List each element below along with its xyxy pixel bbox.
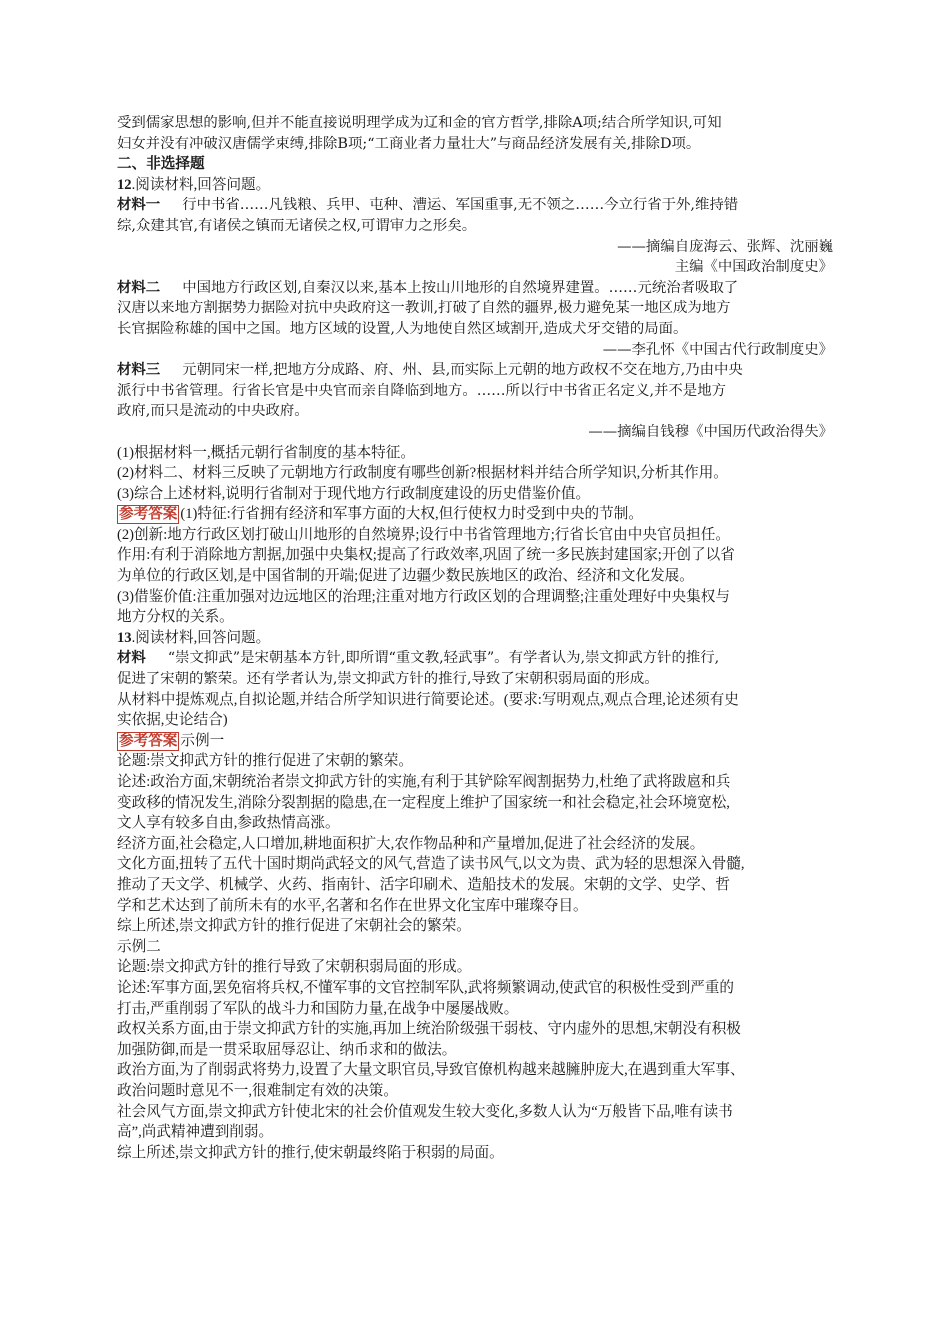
material-line: 材料 “崇文抑武”是宋朝基本方针,即所谓“重文教,轻武事”。有学者认为,崇文抑武方针的推行, — [117, 649, 720, 667]
material-line: 材料一 行中书省……凡钱粮、兵甲、屯种、漕运、军国重事,无不领之……今立行省于外,维持错 — [117, 196, 739, 214]
question-number: 12 — [117, 176, 132, 193]
question-prompt: .阅读材料,回答问题。 — [131, 629, 271, 646]
answer-line: 综上所述,崇文抑武方针的推行促进了宋朝社会的繁荣。 — [117, 918, 471, 935]
sub-question: (3)综合上述材料,说明行省制对于现代地方行政制度建设的历史借鉴价值。 — [117, 485, 591, 502]
intro-line: 妇女并没有冲破汉唐儒学束缚,排除B项;“工商业者力量壮大”与商品经济发展有关,排除D项。 — [117, 135, 701, 152]
sub-question: (1)根据材料一,概括元朝行省制度的基本特征。 — [117, 444, 415, 461]
material-source: 主编《中国政治制度史》 — [674, 259, 833, 276]
material-line: 材料二 中国地方行政区划,自秦汉以来,基本上按山川地形的自然境界建置。……元统治者吸取了 — [117, 278, 739, 296]
question-number: 13 — [117, 629, 132, 646]
intro-line: 受到儒家思想的影响,但并不能直接说明理学成为辽和金的官方哲学,排除A项;结合所学知识,可知 — [117, 115, 722, 131]
question-prompt: .阅读材料,回答问题。 — [131, 176, 271, 193]
material-source: ——摘编自钱穆《中国历代政治得失》 — [588, 423, 833, 440]
answer-line: 打击,严重削弱了军队的战斗力和国防力量,在战争中屡屡战败。 — [117, 1000, 519, 1017]
answer-line: (3)借鉴价值:注重加强对边远地区的治理;注重对地方行政区划的合理调整;注重处理好中央集权与 — [117, 588, 730, 605]
answer-line: 论题:崇文抑武方针的推行促进了宋朝的繁荣。 — [117, 753, 413, 770]
answer-line: 文化方面,扭转了五代十国时期尚武轻文的风气,营造了读书风气,以文为贵、武为轻的思想深入骨髓, — [117, 856, 745, 873]
answer-line: 论述:军事方面,罢免宿将兵权,不懂军事的文官控制军队,武将频繁调动,使武官的积极性受到严重的 — [117, 979, 734, 996]
question-12-heading — [117, 175, 833, 196]
answer-tag: 参考答案 — [119, 506, 178, 523]
answer-line: 经济方面,社会稳定,人口增加,耕地面积扩大,农作物品种和产量增加,促进了社会经济的发展。 — [117, 835, 705, 852]
material-line: 综,众建其官,有诸侯之镇而无诸侯之权,可谓审力之形矣。 — [117, 217, 477, 234]
answer-line: 政权关系方面,由于崇文抑武方针的实施,再加上统治阶级强干弱枝、守内虚外的思想,宋朝没有积极 — [117, 1021, 741, 1038]
material-line: 促进了宋朝的繁荣。还有学者认为,崇文抑武方针的推行,导致了宋朝积弱局面的形成。 — [117, 671, 659, 688]
answer-line: 地方分权的关系。 — [117, 609, 234, 626]
material-label: 材料一 — [117, 196, 161, 214]
material-line: 长官据险称雄的国中之国。地方区域的设置,人为地使自然区域割开,造成犬牙交错的局面。 — [117, 320, 688, 337]
answer-line: 参考答案 示例一 — [119, 732, 225, 749]
sub-question: (2)材料二、材料三反映了元朝地方行政制度有哪些创新?根据材料并结合所学知识,分析其作用。 — [117, 465, 728, 482]
material-label: 材料三 — [117, 361, 161, 379]
answer-line: 论题:崇文抑武方针的推行导致了宋朝积弱局面的形成。 — [117, 959, 472, 976]
answer-line: 推动了天文学、机械学、火药、指南针、活字印刷术、造船技术的发展。宋朝的文学、史学、哲 — [117, 876, 730, 893]
answer-line: 论述:政治方面,宋朝统治者崇文抑武方针的实施,有利于其铲除军阀割据势力,杜绝了武将跋扈和兵 — [117, 774, 731, 790]
material-label: 材料二 — [117, 278, 161, 296]
answer-line: 综上所述,崇文抑武方针的推行,使宋朝最终陷于积弱的局面。 — [117, 1144, 504, 1161]
answer-line: 高”,尚武精神遭到削弱。 — [117, 1124, 274, 1141]
answer-line: 变政移的情况发生,消除分裂割据的隐患,在一定程度上维护了国家统一和社会稳定,社会环境宽松, — [117, 794, 730, 811]
material-line: 派行中书省管理。行省长官是中央官而亲自降临到地方。……所以行中书省正名定义,并不是地方 — [117, 382, 726, 399]
answer-line: 参考答案 (1)特征:行省拥有经济和军事方面的大权,但行使权力时受到中央的节制。 — [119, 506, 643, 523]
answer-line: 为单位的行政区划,是中国省制的开端;促进了边疆少数民族地区的政治、经济和文化发展。 — [117, 568, 694, 585]
answer-line: 学和艺术达到了前所未有的水平,名著和名作在世界文化宝库中璀璨夺目。 — [117, 897, 588, 914]
answer-line: (2)创新:地方行政区划打破山川地形的自然境界;设行中书省管理地方;行省长官由中央官员担任。 — [117, 526, 730, 543]
task-line: 实依据,史论结合) — [117, 712, 228, 729]
material-line: 汉唐以来地方割据势力据险对抗中央政府这一教训,打破了自然的疆界,极力避免某一地区成为地方 — [117, 300, 731, 317]
answer-line: 作用:有利于消除地方割据,加强中央集权;提高了行政效率,巩固了统一多民族封建国家;开创了以省 — [117, 547, 735, 564]
section-title: 二、非选择题 — [117, 156, 205, 173]
answer-line: 文人享有较多自由,参政热情高涨。 — [117, 815, 340, 832]
task-line: 从材料中提炼观点,自拟论题,并结合所学知识进行简要论述。(要求:写明观点,观点合理,论述须有史 — [117, 691, 739, 708]
material-line: 政府,而只是流动的中央政府。 — [117, 403, 309, 420]
answer-line: 政治问题时意见不一,很难制定有效的决策。 — [117, 1082, 398, 1099]
material-source: ——摘编自庞海云、张辉、沈丽巍 — [617, 238, 833, 255]
material-label: 材料 — [117, 649, 146, 667]
answer-line: 社会风气方面,崇文抑武方针使北宋的社会价值观发生较大变化,多数人认为“万般皆下品,唯有读书 — [117, 1103, 733, 1120]
answer-line: 示例二 — [117, 938, 161, 955]
material-source: ——李孔怀《中国古代行政制度史》 — [602, 341, 833, 358]
answer-line: 政治方面,为了削弱武将势力,设置了大量文职官员,导致官僚机构越来越臃肿庞大,在遇到重大军事、 — [117, 1062, 745, 1079]
question-13-heading — [117, 628, 833, 649]
material-line: 材料三 元朝同宋一样,把地方分成路、府、州、县,而实际上元朝的地方政权不交在地方,乃由中央 — [117, 361, 743, 379]
page-content — [117, 113, 833, 1163]
answer-tag: 参考答案 — [119, 732, 178, 749]
answer-line: 加强防御,而是一贯采取屈辱忍让、纳币求和的做法。 — [117, 1041, 457, 1058]
